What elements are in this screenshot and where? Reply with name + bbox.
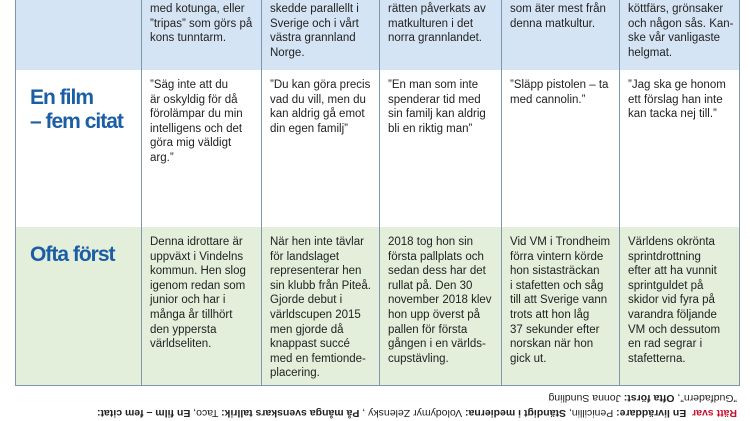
answer-value: Penicillin, [565,406,617,419]
answer-value: Volodymyr Zelensky , [359,406,466,419]
table-row [16,0,739,70]
table-row [16,227,739,385]
answer-question: En livräddare: [616,406,687,419]
answer-value: Jonna Sundling [548,391,624,404]
clue-cell: med kotunga, eller ”tripas” som görs på kons tunntarm. [141,0,261,70]
answer-question: På många svenskars tallrik: [221,406,360,419]
clue-cell: ”En man som inte spenderar tid med sin familj kan aldrig bli en riktig man” [379,70,501,227]
answer-value: ”Gudfadern”, [674,391,737,404]
clue-cell: ”Du kan göra precis vad du vill, men du kan aldrig gå emot din egen familj” [261,70,379,227]
answer-question: En film – fem citat: [96,406,191,419]
row-label-cell [16,70,141,227]
clue-cell: Vid VM i Trondheim förra vintern körde hon sistasträckan i stafetten och såg till att Sverige vann trots att hon låg 37 sekunder efter norskan när hon gick ut. [501,227,619,385]
table-row [16,70,739,227]
answers-heading: Rätt svar [692,406,737,419]
upside-down-answers [15,390,737,420]
row-label-cell [16,227,141,385]
answer-value: Taco, [190,406,222,419]
clue-cell: ”Jag ska ge honom ett förslag han inte kan tacka nej till.” [619,70,739,227]
quiz-table [15,0,740,386]
clue-cell: ”Säg inte att du är oskyldig för då förolämpar du min intelligens och det göra mig väldigt arg.” [141,70,261,227]
row-label: En film – fem citat [30,86,123,133]
clue-cell: När hen inte tävlar för landslaget representerar hen sin klubb från Piteå. Gjorde debut i världscupen 2015 men gjorde då knappast succé med en femtionde- placering. [261,227,379,385]
row-label [16,0,141,70]
clue-cell: köttfärs, grönsaker och någon sås. Kan- ske vår vanligaste helgmat. [619,0,739,70]
clue-cell: som äter mest från denna matkultur. [501,0,619,70]
row-label: Ofta först [30,243,115,266]
clue-cell: Världens okrönta sprintdrottning efter att ha vunnit sprintguldet på skidor vid fyra på varandra följande VM och dessutom en rad segrar i stafetterna. [619,227,739,385]
clue-cell: ”Släpp pistolen – ta med cannolin.” [501,70,619,227]
clue-cell: Denna idrottare är uppväxt i Vindelns kommun. Hen slog igenom redan som junior och har i många år tillhört den yppersta världseliten. [141,227,261,385]
clue-cell: skedde parallellt i Sverige och i vårt västra grannland Norge. [261,0,379,70]
clue-cell: 2018 tog hon sin första pallplats och sedan dess har det rullat på. Den 30 november 2018 klev hon upp överst på pallen för första gången i en världs- cupstävling. [379,227,501,385]
answer-question: Ständigt i medierna: [465,406,566,419]
clue-cell: rätten påverkats av matkulturen i det norra grannlandet. [379,0,501,70]
answer-question: Ofta först: [623,391,675,404]
